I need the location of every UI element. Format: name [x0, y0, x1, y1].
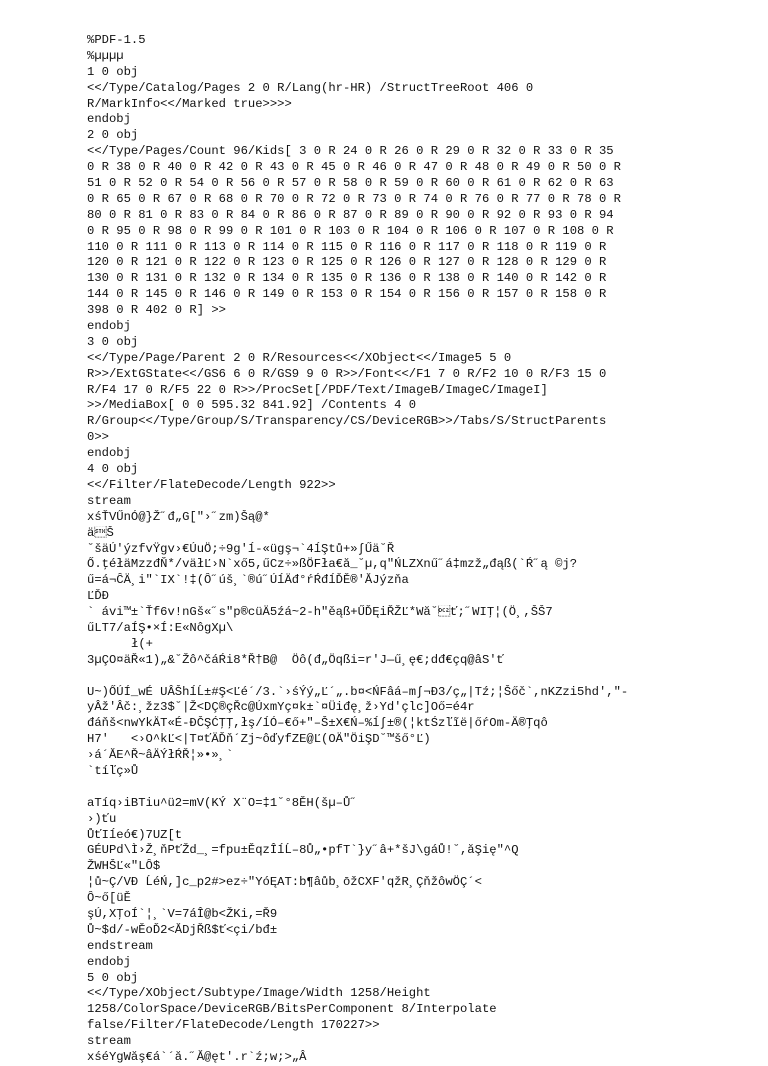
- pdf-source-line: 1258/ColorSpace/DeviceRGB/BitsPerComponent 8/Interpolate: [87, 1002, 497, 1017]
- pdf-source-line: 130 0 R 131 0 R 132 0 R 134 0 R 135 0 R 136 0 R 138 0 R 140 0 R 142 0 R: [87, 271, 607, 286]
- pdf-source-line: ` ávi™±`Ťf6v!nGš«˝s"p®cüÄ5źá~2-h"ěąß+ŰĎĘiŘŽĽ*Wă˘ť;˝WIŢ¦(Ö¸,ŠŠ7: [87, 605, 553, 620]
- pdf-source-line: aTíq›iBTiu^ü2=mV(KÝ X¨O=‡1˘°8ĚH(šµ–Ů˝: [87, 795, 358, 810]
- pdf-source-line: 3 0 obj: [87, 334, 139, 349]
- pdf-source-line: Ů~$d/-wĚoĎ2<ĂDjŘß$ť<çi/bđ±: [87, 922, 278, 937]
- pdf-source-line: R/Group<</Type/Group/S/Transparency/CS/DeviceRGB>>/Tabs/S/StructParents: [87, 414, 607, 429]
- pdf-source-line: R/MarkInfo<</Marked true>>>>: [87, 96, 292, 111]
- pdf-source-line: yÂž'Âč:¸žz3$˘|Ž<DÇ®çŘc@ÚxmYç¤k±`¤Üiđę¸ž›Yd'çlc]Oő=é4r: [87, 700, 475, 715]
- pdf-source-line: 1 0 obj: [87, 64, 139, 79]
- pdf-source-line: 2 0 obj: [87, 128, 139, 143]
- pdf-source-line: Ő.ţéłäMzzđŇ*/väłĽ›N`xő5,űCz÷»ßÖFła€ă_˘µ,q"ŃLZXnű˝á‡mzž„đąß(`Ŕ˝ą ©j?: [87, 557, 578, 572]
- pdf-source-line: endobj: [87, 954, 131, 969]
- pdf-source-line: đáňš<nwYkÄT«É-ĐČŞĆŢŢ,łş/ĺÓ–€ő+"–Š±X€Ń–%ĺ∫±®(¦ktŚzľĩë|őŕOm-Ä®Ţqô: [87, 716, 548, 731]
- pdf-source-line: H7' <›O^kĽ<|T¤ťÄĎň´Zj~ôďyfZE@Ľ(OÄ"ÖiŞD˘™šő°Ľ): [87, 732, 431, 747]
- pdf-source-line: 51 0 R 52 0 R 54 0 R 56 0 R 57 0 R 58 0 R 59 0 R 60 0 R 61 0 R 62 0 R 63: [87, 176, 614, 191]
- pdf-source-line: 0>>: [87, 430, 109, 445]
- pdf-source-line: 0 R 65 0 R 67 0 R 68 0 R 70 0 R 72 0 R 73 0 R 74 0 R 76 0 R 77 0 R 78 0 R: [87, 191, 621, 206]
- pdf-source-line: ˘šäÚ'ýzfvŸgv›€ÚuÖ;÷9g'ĺ-«ügş¬`4ĺŞtů+»∫Űä˘Ř: [87, 541, 395, 556]
- pdf-source-line: äŠ: [87, 525, 114, 540]
- pdf-source-line: >>/MediaBox[ 0 0 595.32 841.92] /Contents 4 0: [87, 398, 417, 413]
- pdf-source-text: [87, 33, 727, 1066]
- pdf-source-line: endobj: [87, 112, 131, 127]
- pdf-source-line: <</Type/Pages/Count 96/Kids[ 3 0 R 24 0 R 26 0 R 29 0 R 32 0 R 33 0 R 35: [87, 144, 614, 159]
- pdf-source-line: stream: [87, 1034, 131, 1049]
- pdf-source-line: stream: [87, 493, 131, 508]
- pdf-source-line: 4 0 obj: [87, 462, 139, 477]
- pdf-source-line: endstream: [87, 938, 153, 953]
- pdf-source-line: [87, 780, 727, 796]
- pdf-source-line: <</Filter/FlateDecode/Length 922>>: [87, 477, 336, 492]
- pdf-source-line: endobj: [87, 319, 131, 334]
- pdf-source-line: %PDF-1.5: [87, 33, 146, 47]
- pdf-source-line: ŽWHŠĽ«"LÔ$: [87, 859, 161, 874]
- pdf-source-line: %µµµµ: [87, 48, 124, 63]
- pdf-source-line: ĽĎĐ: [87, 589, 109, 604]
- pdf-source-line: xśéYgWăş€á`´ă.˝Ă@ęt'.r`ź;w;>„Â: [87, 1050, 307, 1064]
- pdf-source-line: ›á´ĂE^Ř~âÄÝłŔŘ¦»•»¸`: [87, 748, 234, 763]
- pdf-source-line: GÉUPd\Ì›Ž¸ňPťŽd_¸=fpu±ĚqzÎĺĹ–8Ů„•pfT`}y˝â+*šJ\gáŮ!˘,ăŞię"^Q: [87, 843, 519, 858]
- pdf-source-line: R/F4 17 0 R/F5 22 0 R>>/ProcSet[/PDF/Text/ImageB/ImageC/ImageI]: [87, 382, 548, 397]
- pdf-source-line: şÚ,XŢoÍ`¦¸`V=7áÎ@b<ŽKi,=Ř9: [87, 906, 278, 921]
- pdf-source-line: <</Type/Catalog/Pages 2 0 R/Lang(hr-HR) /StructTreeRoot 406 0: [87, 80, 534, 95]
- pdf-source-line: `tíľç»Ů: [87, 763, 139, 778]
- pdf-source-line: false/Filter/FlateDecode/Length 170227>>: [87, 1018, 380, 1033]
- pdf-source-line: ű=á¬ĈÄ¸i"`IX`!‡(Ô˝úš¸`®ú˝ÚĺÄđ°ŕŔđĺĎĚ®'ĂJýzňa: [87, 573, 409, 588]
- pdf-source-line: <</Type/Page/Parent 2 0 R/Resources<</XObject<</Image5 5 0: [87, 350, 512, 365]
- pdf-source-line: Ô~ő[üĚ: [87, 891, 131, 906]
- pdf-source-line: 398 0 R 402 0 R] >>: [87, 303, 226, 318]
- pdf-source-line: űLT7/aÍŞ•×Í:E«NôgXµ\: [87, 620, 234, 635]
- pdf-source-line: <</Type/XObject/Subtype/Image/Width 1258/Height: [87, 986, 431, 1001]
- pdf-source-line: endobj: [87, 446, 131, 461]
- pdf-source-line: 80 0 R 81 0 R 83 0 R 84 0 R 86 0 R 87 0 R 89 0 R 90 0 R 92 0 R 93 0 R 94: [87, 207, 614, 222]
- pdf-source-line: ł(+: [131, 636, 153, 651]
- pdf-source-line: 5 0 obj: [87, 970, 139, 985]
- pdf-source-line: R>>/ExtGState<</GS6 6 0 R/GS9 9 0 R>>/Font<</F1 7 0 R/F2 10 0 R/F3 15 0: [87, 366, 607, 381]
- pdf-source-line: ¦ů~Ç/VĐ ĹéŃ,]c_p2#>ez÷"YóĘAT:b¶âůb¸ōžCXF'qžR¸ÇňžôwÖÇ´<: [87, 875, 482, 890]
- pdf-source-line: 0 R 38 0 R 40 0 R 42 0 R 43 0 R 45 0 R 46 0 R 47 0 R 48 0 R 49 0 R 50 0 R: [87, 160, 621, 175]
- pdf-source-line: ŮťIĺeó€)7UZ[t: [87, 827, 183, 842]
- pdf-source-line: U~)ŐÚÍ_wÉ UÂŠhĺĹ±#Ş<Ľé´/3.`›śÝý„Ľ´„.b¤<ŃFâá–m∫¬Đ3/ç„|Tź;¦Šőč`,nKZzi5hd',"-: [87, 684, 629, 699]
- pdf-source-line: 3µÇO¤äŘ«1)„&˘Žô^čáŔi8*Ř†B@ Öô(đ„Öqßi=r'J—ű¸ę€;dđ€çq@âS'ť: [87, 652, 504, 667]
- pdf-source-line: 120 0 R 121 0 R 122 0 R 123 0 R 125 0 R 126 0 R 127 0 R 128 0 R 129 0 R: [87, 255, 607, 270]
- pdf-source-line: xśŤVŰnÓ@}Ž˝đ„G["›˝zm)Šą@*: [87, 509, 270, 524]
- pdf-source-line: ›)ťu: [87, 811, 117, 826]
- pdf-source-line: 144 0 R 145 0 R 146 0 R 149 0 R 153 0 R 154 0 R 156 0 R 157 0 R 158 0 R: [87, 287, 607, 302]
- pdf-source-line: [87, 669, 727, 685]
- pdf-source-line: 110 0 R 111 0 R 113 0 R 114 0 R 115 0 R 116 0 R 117 0 R 118 0 R 119 0 R: [87, 239, 607, 254]
- pdf-source-line: 0 R 95 0 R 98 0 R 99 0 R 101 0 R 103 0 R 104 0 R 106 0 R 107 0 R 108 0 R: [87, 223, 614, 238]
